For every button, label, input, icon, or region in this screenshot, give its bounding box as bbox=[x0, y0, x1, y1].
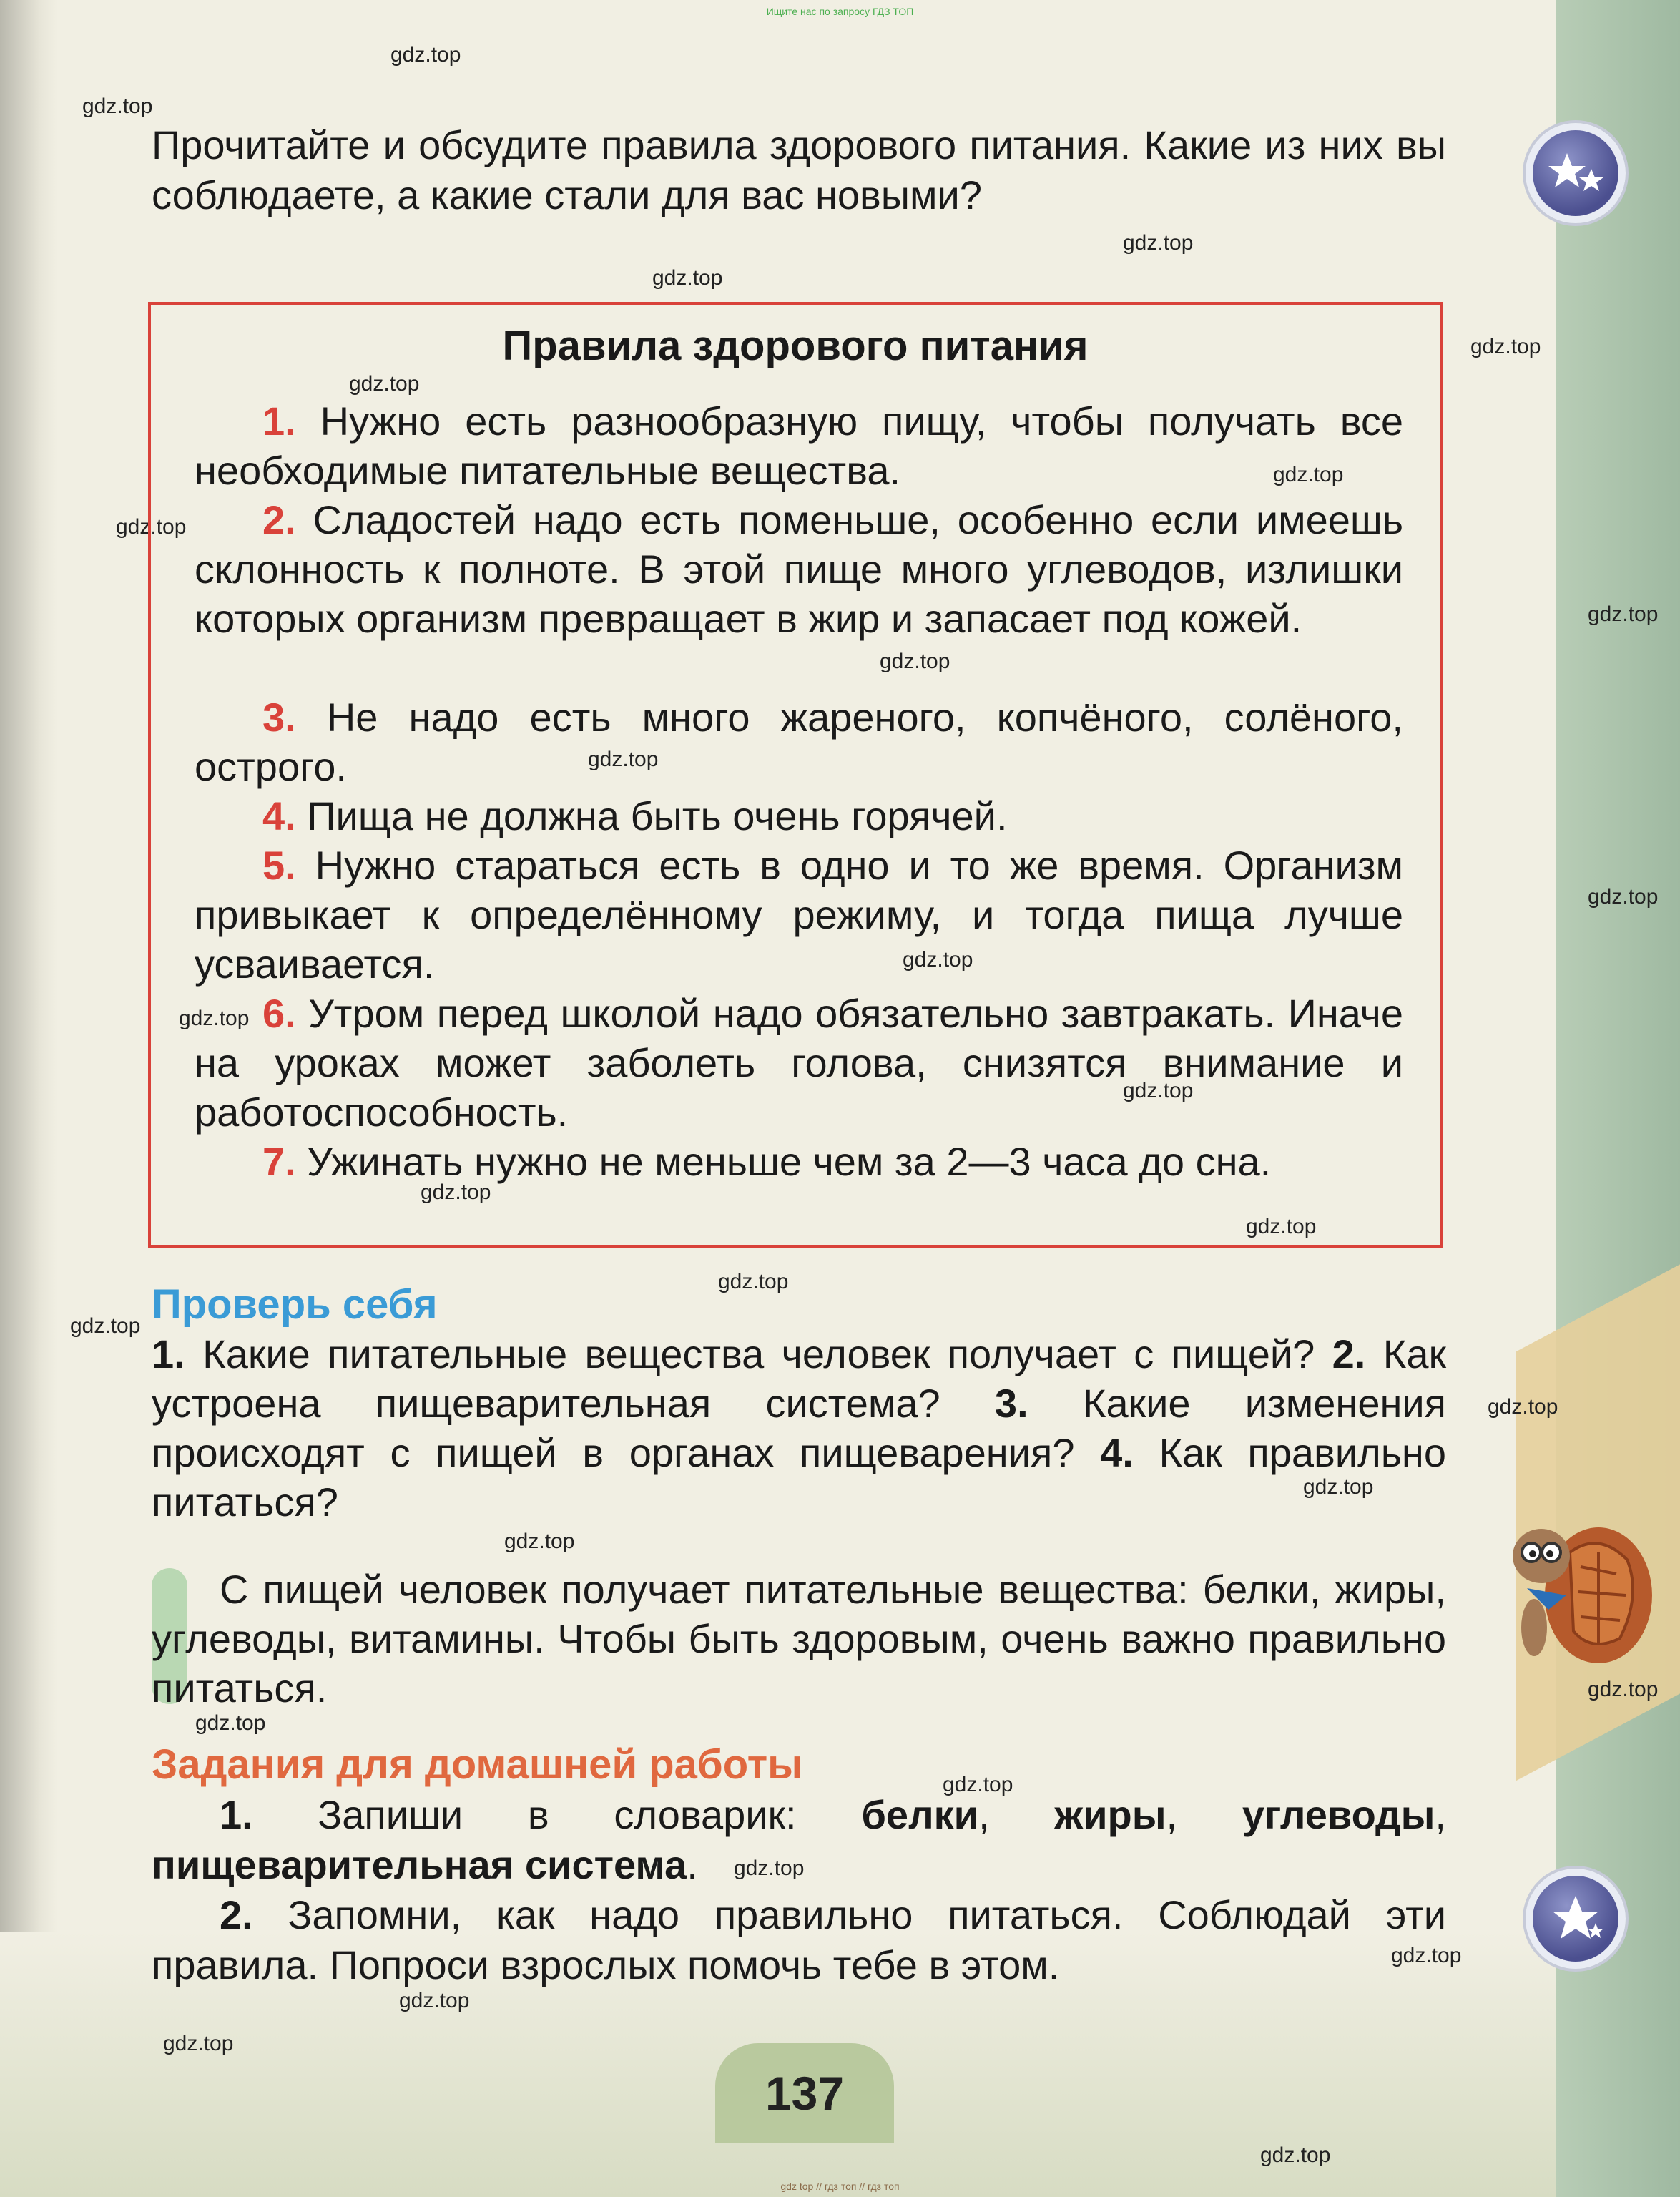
site-label-top: Ищите нас по запросу ГДЗ ТОП bbox=[766, 6, 914, 17]
question-number: 1. bbox=[152, 1331, 185, 1376]
watermark: gdz.top bbox=[1588, 885, 1659, 909]
rule-item bbox=[195, 841, 1403, 989]
rule-text: Утром перед школой надо обязательно завтракать. Иначе на уроках может заболеть голова, снизятся внимание и работоспособность. bbox=[195, 991, 1403, 1135]
question-text: Какие питательные вещества человек получает с пищей? bbox=[185, 1331, 1332, 1376]
watermark: gdz.top bbox=[588, 748, 659, 771]
homework-tasks bbox=[152, 1790, 1446, 1990]
task-number: 2. bbox=[220, 1892, 253, 1937]
task-number: 1. bbox=[220, 1792, 253, 1837]
rule-item bbox=[195, 791, 1403, 841]
question-text: Как устроена пищеварительная система? bbox=[152, 1331, 1446, 1426]
check-yourself-questions bbox=[152, 1329, 1446, 1527]
homework-task bbox=[152, 1890, 1446, 1990]
rule-number: 7. bbox=[262, 1139, 296, 1184]
keyword: жиры bbox=[1054, 1792, 1166, 1837]
watermark: gdz.top bbox=[195, 1711, 266, 1735]
watermark: gdz.top bbox=[349, 372, 420, 396]
watermark: gdz.top bbox=[1273, 463, 1344, 486]
watermark: gdz.top bbox=[504, 1530, 575, 1553]
separator: , bbox=[1166, 1792, 1242, 1837]
watermark: gdz.top bbox=[1123, 1079, 1194, 1102]
watermark: gdz.top bbox=[1588, 1678, 1659, 1701]
watermark: gdz.top bbox=[1470, 335, 1541, 358]
separator: , bbox=[978, 1792, 1055, 1837]
watermark: gdz.top bbox=[421, 1180, 491, 1204]
watermark: gdz.top bbox=[1260, 2143, 1331, 2167]
rules-title: Правила здорового питания bbox=[502, 323, 1089, 369]
watermark: gdz.top bbox=[163, 2032, 234, 2055]
separator: , bbox=[1435, 1792, 1446, 1837]
rule-item bbox=[195, 1137, 1403, 1186]
task-text: Запомни, как надо правильно питаться. Соблюдай эти правила. Попроси взрослых помочь тебе в этом. bbox=[152, 1892, 1446, 1987]
watermark: gdz.top bbox=[390, 43, 461, 67]
rule-text: Нужно есть разнообразную пищу, чтобы получать все необходимые питательные вещества. bbox=[195, 398, 1403, 493]
rule-number: 5. bbox=[262, 843, 296, 888]
watermark: gdz.top bbox=[718, 1270, 789, 1293]
question-text: Какие изменения происходят с пищей в органах пищеварения? bbox=[152, 1381, 1446, 1475]
keyword: белки bbox=[861, 1792, 979, 1837]
rule-number: 2. bbox=[262, 497, 296, 542]
watermark: gdz.top bbox=[82, 94, 153, 118]
question-text: Как правильно питаться? bbox=[152, 1430, 1446, 1525]
rule-item bbox=[195, 495, 1403, 643]
intro-text: Прочитайте и обсудите правила здорового питания. Какие из них вы соблюдаете, а какие стали для вас новыми? bbox=[152, 122, 1446, 217]
watermark: gdz.top bbox=[734, 1856, 805, 1880]
watermark: gdz.top bbox=[1488, 1395, 1558, 1419]
rule-text: Ужинать нужно не меньше чем за 2—3 часа до сна. bbox=[295, 1139, 1272, 1184]
watermark: gdz.top bbox=[652, 266, 723, 290]
watermark: gdz.top bbox=[1246, 1215, 1317, 1238]
watermark: gdz.top bbox=[70, 1314, 141, 1338]
rule-number: 4. bbox=[262, 793, 296, 838]
rule-number: 6. bbox=[262, 991, 296, 1036]
watermark: gdz.top bbox=[1303, 1475, 1374, 1499]
rule-text: Нужно стараться есть в одно и то же время. Организм привыкает к определённому режиму, и тогда пища лучше усваивается. bbox=[195, 843, 1403, 987]
task-text: Запиши в словарик: bbox=[252, 1792, 862, 1837]
site-label-bottom: gdz top // гдз топ // гдз топ bbox=[780, 2181, 900, 2192]
watermark: gdz.top bbox=[943, 1773, 1013, 1796]
separator: . bbox=[687, 1842, 698, 1887]
watermark: gdz.top bbox=[903, 948, 973, 972]
homework-heading: Задания для домашней работы bbox=[152, 1741, 803, 1788]
rule-number: 3. bbox=[262, 695, 296, 740]
rule-item bbox=[195, 693, 1403, 791]
summary-text: С пищей человек получает питательные вещества: белки, жиры, углеводы, витамины. Чтобы быть здоровым, очень важно правильно питаться. bbox=[152, 1567, 1446, 1711]
rule-item bbox=[195, 989, 1403, 1137]
book-spine-shadow bbox=[0, 0, 57, 2197]
watermark: gdz.top bbox=[1588, 602, 1659, 626]
turtle-mascot-icon bbox=[1498, 1502, 1656, 1674]
keyword: углеводы bbox=[1242, 1792, 1435, 1837]
check-yourself-heading: Проверь себя bbox=[152, 1281, 438, 1328]
watermark: gdz.top bbox=[880, 650, 950, 673]
right-margin-panel bbox=[1556, 0, 1680, 2197]
watermark: gdz.top bbox=[179, 1007, 250, 1030]
rule-text: Сладостей надо есть поменьше, особенно если имеешь склонность к полноте. В этой пище много углеводов, излишки которых организм превращает в жир и запасает под кожей. bbox=[195, 497, 1403, 641]
star-badge-icon bbox=[1526, 123, 1626, 223]
watermark: gdz.top bbox=[116, 515, 187, 539]
star-badge-icon bbox=[1526, 1869, 1626, 1969]
watermark: gdz.top bbox=[1391, 1944, 1462, 1967]
rule-item bbox=[195, 396, 1403, 495]
question-number: 2. bbox=[1332, 1331, 1366, 1376]
watermark: gdz.top bbox=[1123, 231, 1194, 255]
keyword: пищеварительная система bbox=[152, 1842, 687, 1887]
watermark: gdz.top bbox=[399, 1989, 470, 2012]
rule-text: Пища не должна быть очень горячей. bbox=[295, 793, 1008, 838]
page-number: 137 bbox=[715, 2043, 894, 2143]
homework-task bbox=[152, 1790, 1446, 1890]
question-number: 4. bbox=[1100, 1430, 1134, 1475]
rule-text: Не надо есть много жареного, копчёного, солёного, острого. bbox=[195, 695, 1403, 789]
question-number: 3. bbox=[994, 1381, 1028, 1426]
rule-number: 1. bbox=[262, 398, 296, 444]
